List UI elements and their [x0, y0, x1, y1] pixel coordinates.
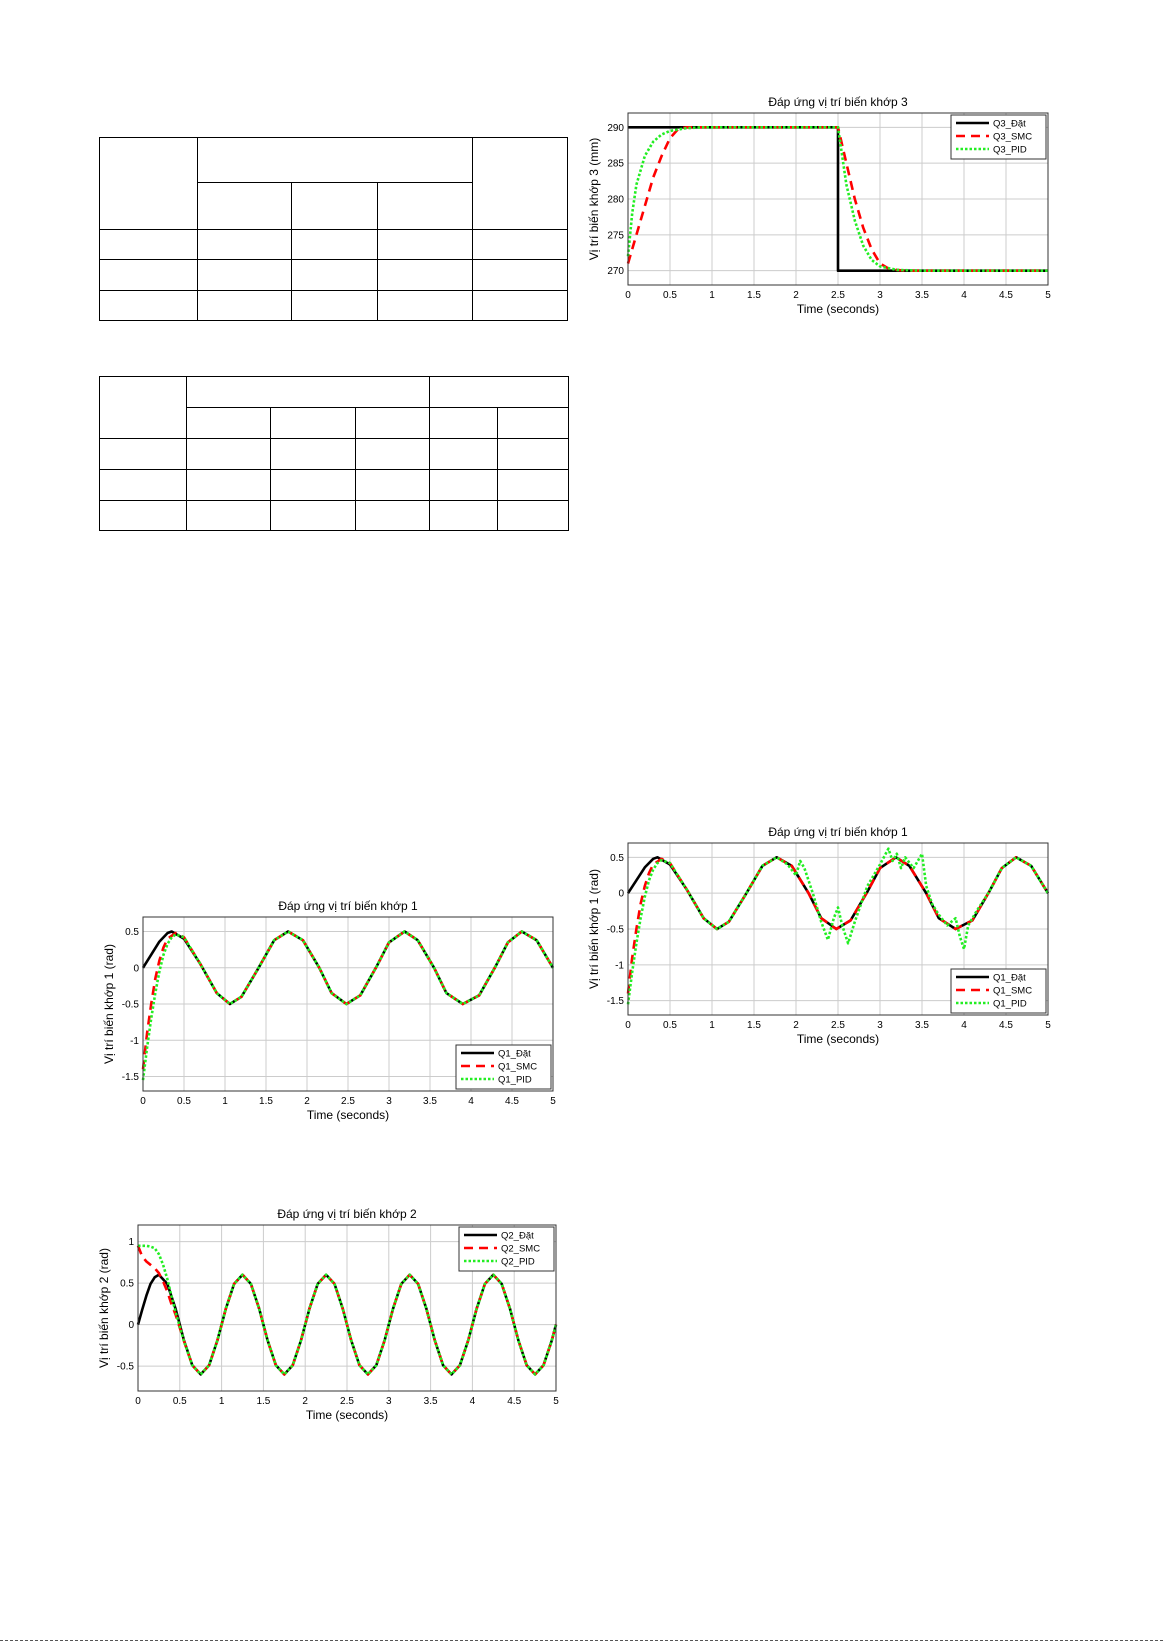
table-row	[100, 501, 569, 531]
y-tick-label: 275	[607, 230, 624, 242]
x-tick-label: 3	[877, 290, 883, 301]
chart-title: Đáp ứng vị trí biến khớp 1	[278, 899, 418, 913]
x-tick-label: 1	[709, 290, 715, 301]
x-tick-label: 3.5	[423, 1396, 438, 1407]
x-tick-label: 4	[468, 1096, 474, 1107]
y-tick-label: 0.5	[610, 852, 624, 864]
table-cell	[430, 377, 569, 408]
x-tick-label: 2.5	[340, 1396, 354, 1407]
y-tick-label: -0.5	[606, 924, 624, 936]
x-tick-label: 3	[386, 1396, 392, 1407]
x-tick-label: 4.5	[507, 1396, 522, 1407]
x-tick-label: 4.5	[999, 290, 1013, 301]
x-tick-label: 0	[135, 1396, 141, 1407]
page-footer-rule	[0, 1640, 1163, 1641]
x-tick-label: 3.5	[423, 1096, 437, 1107]
x-axis-label: Time (seconds)	[306, 1108, 390, 1122]
legend-entry: Q1_PID	[498, 1074, 532, 1086]
x-tick-label: 1.5	[259, 1096, 273, 1107]
table-cell	[198, 183, 292, 230]
y-tick-label: 0	[133, 963, 139, 975]
legend-entry: Q3_Đặt	[993, 118, 1026, 130]
x-tick-label: 5	[1045, 1020, 1051, 1031]
table-cell	[187, 408, 271, 439]
y-tick-label: -1	[615, 960, 624, 972]
y-tick-label: -1.5	[121, 1072, 139, 1083]
y-tick-label: 270	[607, 266, 624, 278]
table-cell	[356, 408, 430, 439]
table-cell	[292, 183, 377, 230]
legend-entry: Q2_PID	[501, 1256, 535, 1268]
x-tick-label: 2	[793, 290, 799, 301]
table-cell	[187, 377, 430, 408]
chart-svg	[587, 90, 1060, 316]
y-tick-label: 0	[128, 1320, 134, 1332]
x-tick-label: 1.5	[256, 1396, 271, 1407]
legend-entry: Q1_Đặt	[993, 972, 1026, 984]
x-tick-label: 0	[625, 290, 631, 301]
y-tick-label: 0	[618, 888, 624, 900]
x-tick-label: 4.5	[999, 1020, 1013, 1031]
table-cell	[377, 183, 472, 230]
legend-entry: Q2_Đặt	[501, 1230, 534, 1242]
y-axis-label: Vị trí biến khớp 1 (rad)	[587, 869, 601, 989]
chart-title: Đáp ứng vị trí biến khớp 3	[768, 95, 908, 109]
x-axis-label: Time (seconds)	[796, 302, 880, 316]
y-axis-label: Vị trí biến khớp 3 (mm)	[587, 137, 601, 261]
y-tick-label: 1	[128, 1237, 134, 1249]
table-row	[100, 470, 569, 501]
legend-entry: Q1_PID	[993, 998, 1027, 1010]
chart-svg	[587, 825, 1060, 1046]
table-row	[100, 230, 568, 260]
chart-svg	[97, 1198, 570, 1422]
x-tick-label: 4.5	[505, 1096, 519, 1107]
x-tick-label: 3.5	[915, 290, 929, 301]
table-cell	[271, 408, 356, 439]
table-row	[100, 439, 569, 470]
y-tick-label: -1.5	[606, 996, 624, 1008]
x-tick-label: 2.5	[831, 290, 845, 301]
x-tick-label: 2	[304, 1096, 310, 1107]
x-tick-label: 5	[1045, 290, 1051, 301]
x-tick-label: 0	[140, 1096, 146, 1107]
table-row	[100, 260, 568, 291]
legend-entry: Q3_PID	[993, 144, 1027, 156]
legend-entry: Q1_Đặt	[498, 1048, 531, 1060]
table-cell	[430, 408, 498, 439]
x-tick-label: 2	[302, 1396, 308, 1407]
table-cell	[498, 408, 569, 439]
x-tick-label: 2	[793, 1020, 799, 1031]
y-tick-label: -0.5	[116, 1361, 134, 1373]
x-axis-label: Time (seconds)	[796, 1032, 880, 1046]
y-axis-label: Vị trí biến khớp 2 (rad)	[97, 1248, 111, 1368]
x-tick-label: 0.5	[663, 1020, 677, 1031]
chart-joint1-position-right	[587, 825, 1060, 1046]
table-cell	[472, 138, 567, 230]
x-tick-label: 0.5	[172, 1396, 187, 1407]
x-tick-label: 3	[877, 1020, 883, 1031]
y-tick-label: 285	[607, 158, 624, 170]
x-tick-label: 5	[550, 1096, 556, 1107]
table-cell	[100, 138, 198, 230]
legend-entry: Q2_SMC	[501, 1243, 541, 1255]
x-tick-label: 1	[709, 1020, 715, 1031]
chart-title: Đáp ứng vị trí biến khớp 1	[768, 825, 908, 839]
x-tick-label: 3	[386, 1096, 392, 1107]
chart-joint2-position	[97, 1198, 570, 1422]
chart-title: Đáp ứng vị trí biến khớp 2	[277, 1207, 417, 1221]
x-tick-label: 5	[553, 1396, 559, 1407]
table-cell	[100, 377, 187, 439]
legend-entry: Q1_SMC	[993, 985, 1033, 997]
x-tick-label: 4	[961, 1020, 967, 1031]
x-tick-label: 4	[469, 1396, 476, 1407]
x-tick-label: 2.5	[341, 1096, 355, 1107]
legend-entry: Q1_SMC	[498, 1061, 538, 1073]
x-tick-label: 0.5	[663, 290, 677, 301]
x-tick-label: 1.5	[747, 1020, 761, 1031]
table-2	[99, 376, 569, 531]
x-tick-label: 3.5	[915, 1020, 929, 1031]
legend-entry: Q3_SMC	[993, 131, 1033, 143]
x-tick-label: 2.5	[831, 1020, 845, 1031]
x-tick-label: 1	[222, 1096, 228, 1107]
x-tick-label: 0.5	[177, 1096, 191, 1107]
y-axis-label: Vị trí biến khớp 1 (rad)	[102, 944, 116, 1064]
chart-joint1-position-left	[100, 897, 570, 1122]
y-tick-label: 280	[607, 194, 624, 206]
y-tick-label: -1	[130, 1035, 139, 1047]
chart-svg	[100, 897, 570, 1122]
x-tick-label: 0	[625, 1020, 631, 1031]
x-axis-label: Time (seconds)	[305, 1408, 389, 1422]
table-cell	[198, 138, 473, 183]
x-tick-label: 1	[218, 1396, 225, 1407]
y-tick-label: -0.5	[121, 999, 139, 1011]
chart-joint3-position	[587, 90, 1060, 316]
y-tick-label: 0.5	[120, 1278, 134, 1290]
table-row	[100, 291, 568, 321]
y-tick-label: 0.5	[125, 927, 139, 938]
y-tick-label: 290	[607, 122, 624, 134]
x-tick-label: 4	[961, 290, 967, 301]
x-tick-label: 1.5	[747, 290, 761, 301]
table-1	[99, 137, 568, 321]
